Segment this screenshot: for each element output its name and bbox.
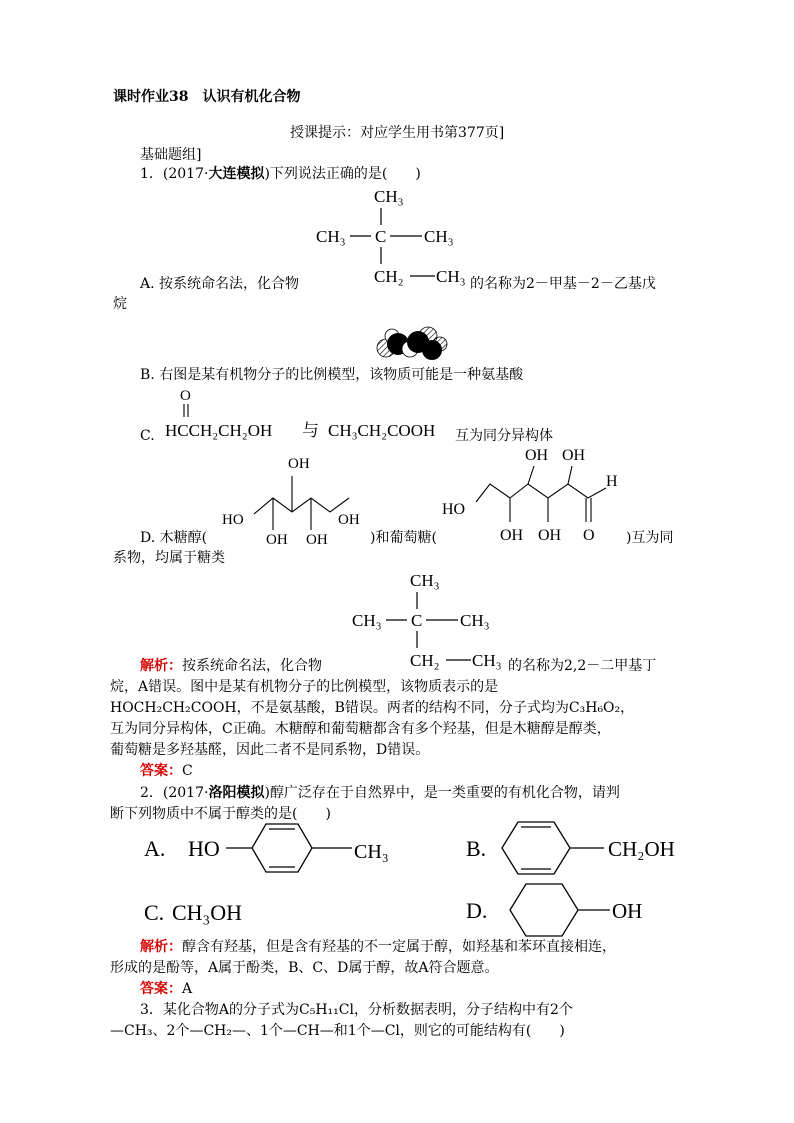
section-heading: 基础题组] [140,147,202,163]
q2-option-d-cyclohexanol [462,880,702,942]
q1-option-a-pre: A. 按系统命名法，化合物 [140,276,300,292]
structure-glucose [440,440,630,548]
xylitol-oh-right: OH [338,512,360,528]
structure-xylitol [218,450,368,550]
q1-stem: 1．(2017·大连模拟)下列说法正确的是( ) [140,166,421,182]
glucose-oh-b2: OH [538,527,562,544]
q2b-ch2oh: CH₂OH [608,837,675,861]
exp-carbon-center: C [411,611,423,630]
q1-explanation-line2: 烷，A错误。图中是某有机物分子的比例模型，该物质表示的是 [110,679,499,695]
q2-label-b: B. [466,836,487,861]
q2d-oh: OH [612,899,643,923]
exp-ch2-bottom: CH₂ [410,651,440,670]
q1-answer: 答案：C [140,763,193,779]
formula-ch3ch2cooh: CH₃CH₂COOH [328,421,436,440]
q1-explanation-line1-post: 的名称为2,2－二甲基丁 [508,658,657,674]
ch3-bottom: CH₃ [436,267,466,286]
xylitol-oh-top: OH [288,456,310,472]
q1-option-d-pre: D. 木糖醇( [140,530,208,546]
q1-explanation-line3: HOCH₂CH₂COOH，不是氨基酸，B错误。两者的结构不同，分子式均为C₃H₆O₂， [110,700,635,716]
glucose-o: O [583,527,595,544]
molecule-scale-model-image [372,322,452,364]
q2-answer: 答案：A [140,981,193,997]
q3-stem-line2: —CH₃、2个—CH₂—、1个—CH—和1个—Cl，则它的可能结构有( ) [110,1023,565,1039]
ch2-bottom: CH₂ [374,267,404,286]
glucose-oh-top1: OH [525,447,549,464]
q2-option-c-methanol [140,892,340,932]
q1-option-a-wrap: 烷 [113,296,127,312]
q2a-ch3: CH₃ [354,841,389,863]
q1-explanation-line4: 互为同分异构体，C正确。木糖醇和葡萄糖都含有多个羟基，但是木糖醇是醇类， [110,721,611,737]
q2-option-a-p-cresol [140,818,410,878]
aldehyde-oxygen: O [180,388,191,404]
q1-option-c-label: C. [140,428,155,444]
glucose-h: H [606,473,618,490]
q1-option-c-post: 互为同分异构体 [455,428,553,444]
structure-2-methyl-2-ethylpentane [310,182,490,294]
ch3-left: CH₃ [316,227,346,246]
xylitol-oh-b2: OH [306,532,328,548]
exp-ch3-bottom: CH₃ [472,651,502,670]
glucose-ho-left: HO [442,501,466,518]
q1-explanation-line5: 葡萄糖是多羟基醛，因此二者不是同系物，D错误。 [110,742,430,758]
structure-2-2-dimethylbutane [346,566,526,678]
structure-option-c [160,382,460,444]
q1-option-b: B. 右图是某有机物分子的比例模型，该物质可能是一种氨基酸 [140,367,524,383]
q1-option-d-post: )互为同 [626,530,674,546]
exp-ch3-top: CH₃ [410,571,440,590]
q2-label-a: A. [144,836,166,861]
q2a-ho: HO [188,836,220,861]
q2-option-b-benzyl-alcohol [462,818,712,878]
exp-ch3-right: CH₃ [460,611,490,630]
q2-label-c: C. [144,900,165,925]
lesson-hint: 授课提示：对应学生用书第377页] [290,125,505,141]
q1-option-d-wrap: 系物，均属于糖类 [113,550,225,566]
formula-hcch2ch2oh: HCCH₂CH₂OH [165,421,273,440]
xylitol-oh-b1: OH [266,532,288,548]
q1-option-a-post: 的名称为2－甲基－2－乙基戊 [470,276,656,292]
ch3-right: CH₃ [424,227,454,246]
q2-explanation-line2: 形成的是酚等，A属于酚类，B、C、D属于醇，故A符合题意。 [110,960,499,976]
q2-label-d: D. [466,898,488,923]
page-title: 课时作业38 认识有机化合物 [113,89,301,105]
q2c-ch3oh: CH₃OH [172,900,243,925]
connector-and: 与 [302,421,319,440]
q2-stem-line2: 断下列物质中不属于醇类的是( ) [110,806,331,822]
glucose-oh-top2: OH [562,447,586,464]
carbon-center: C [375,227,387,246]
exp-ch3-left: CH₃ [352,611,382,630]
q1-option-d-mid: )和葡萄糖( [370,530,437,546]
q2-explanation-line1: 解析：醇含有羟基，但是含有羟基的不一定属于醇，如羟基和苯环直接相连， [140,939,616,955]
q2-stem-line1: 2．(2017·洛阳模拟)醇广泛存在于自然界中，是一类重要的有机化合物，请判 [140,785,620,801]
q1-explanation-line1: 解析：按系统命名法，化合物 [140,658,322,674]
glucose-oh-b1: OH [500,527,524,544]
xylitol-ho-left: HO [222,512,244,528]
ch3-top: CH₃ [374,187,404,206]
q3-stem-line1: 3．某化合物A的分子式为C₅H₁₁Cl，分析数据表明，分子结构中有2个 [140,1002,573,1018]
